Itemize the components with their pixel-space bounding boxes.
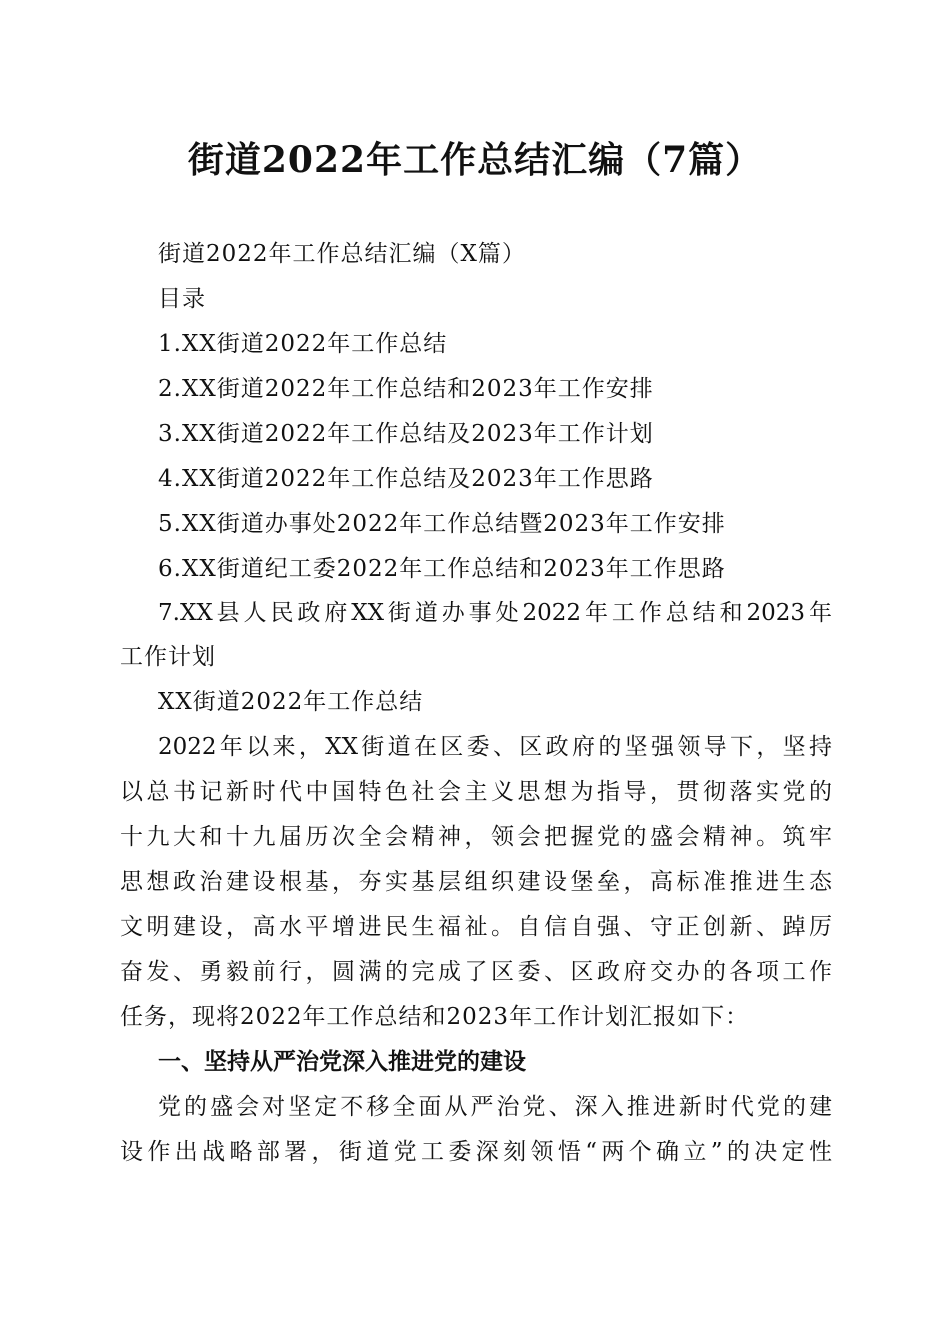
toc-item: 3.XX街道2022年工作总结及2023年工作计划 (158, 421, 654, 447)
document-subtitle: 街道2022年工作总结汇编（X篇） (158, 241, 526, 267)
toc-item: 5.XX街道办事处2022年工作总结暨2023年工作安排 (158, 511, 726, 537)
toc-item: 4.XX街道2022年工作总结及2023年工作思路 (158, 466, 654, 492)
section-heading: 一、坚持从严治党深入推进党的建设 (158, 1049, 526, 1075)
toc-label: 目录 (158, 286, 206, 312)
paragraph-line: 文明建设，高水平增进民生福祉。自信自强、守正创新、踔厉 (120, 914, 832, 940)
paragraph-line: 以总书记新时代中国特色社会主义思想为指导，贯彻落实党的 (120, 779, 832, 805)
document-title: 街道2022年工作总结汇编（7篇） (187, 139, 763, 181)
paragraph-line: 思想政治建设根基，夯实基层组织建设堡垒，高标准推进生态 (120, 869, 832, 895)
section-title: XX街道2022年工作总结 (158, 689, 424, 715)
toc-item-7-line-2: 工作计划 (120, 644, 216, 670)
toc-item-7-line-1: 7.XX县人民政府XX街道办事处2022年工作总结和2023年 (158, 600, 832, 626)
toc-item: 1.XX街道2022年工作总结 (158, 331, 448, 357)
paragraph-line: 设作出战略部署，街道党工委深刻领悟“两个确立”的决定性 (120, 1139, 832, 1165)
paragraph-line: 奋发、勇毅前行，圆满的完成了区委、区政府交办的各项工作 (120, 959, 832, 985)
paragraph-line: 任务，现将2022年工作总结和2023年工作计划汇报如下： (120, 1004, 750, 1030)
paragraph-line: 党的盛会对坚定不移全面从严治党、深入推进新时代党的建 (158, 1094, 832, 1120)
toc-item: 6.XX街道纪工委2022年工作总结和2023年工作思路 (158, 556, 726, 582)
paragraph-line: 2022年以来，XX街道在区委、区政府的坚强领导下，坚持 (158, 734, 832, 760)
paragraph-line: 十九大和十九届历次全会精神，领会把握党的盛会精神。筑牢 (120, 824, 832, 850)
toc-item: 2.XX街道2022年工作总结和2023年工作安排 (158, 376, 654, 402)
